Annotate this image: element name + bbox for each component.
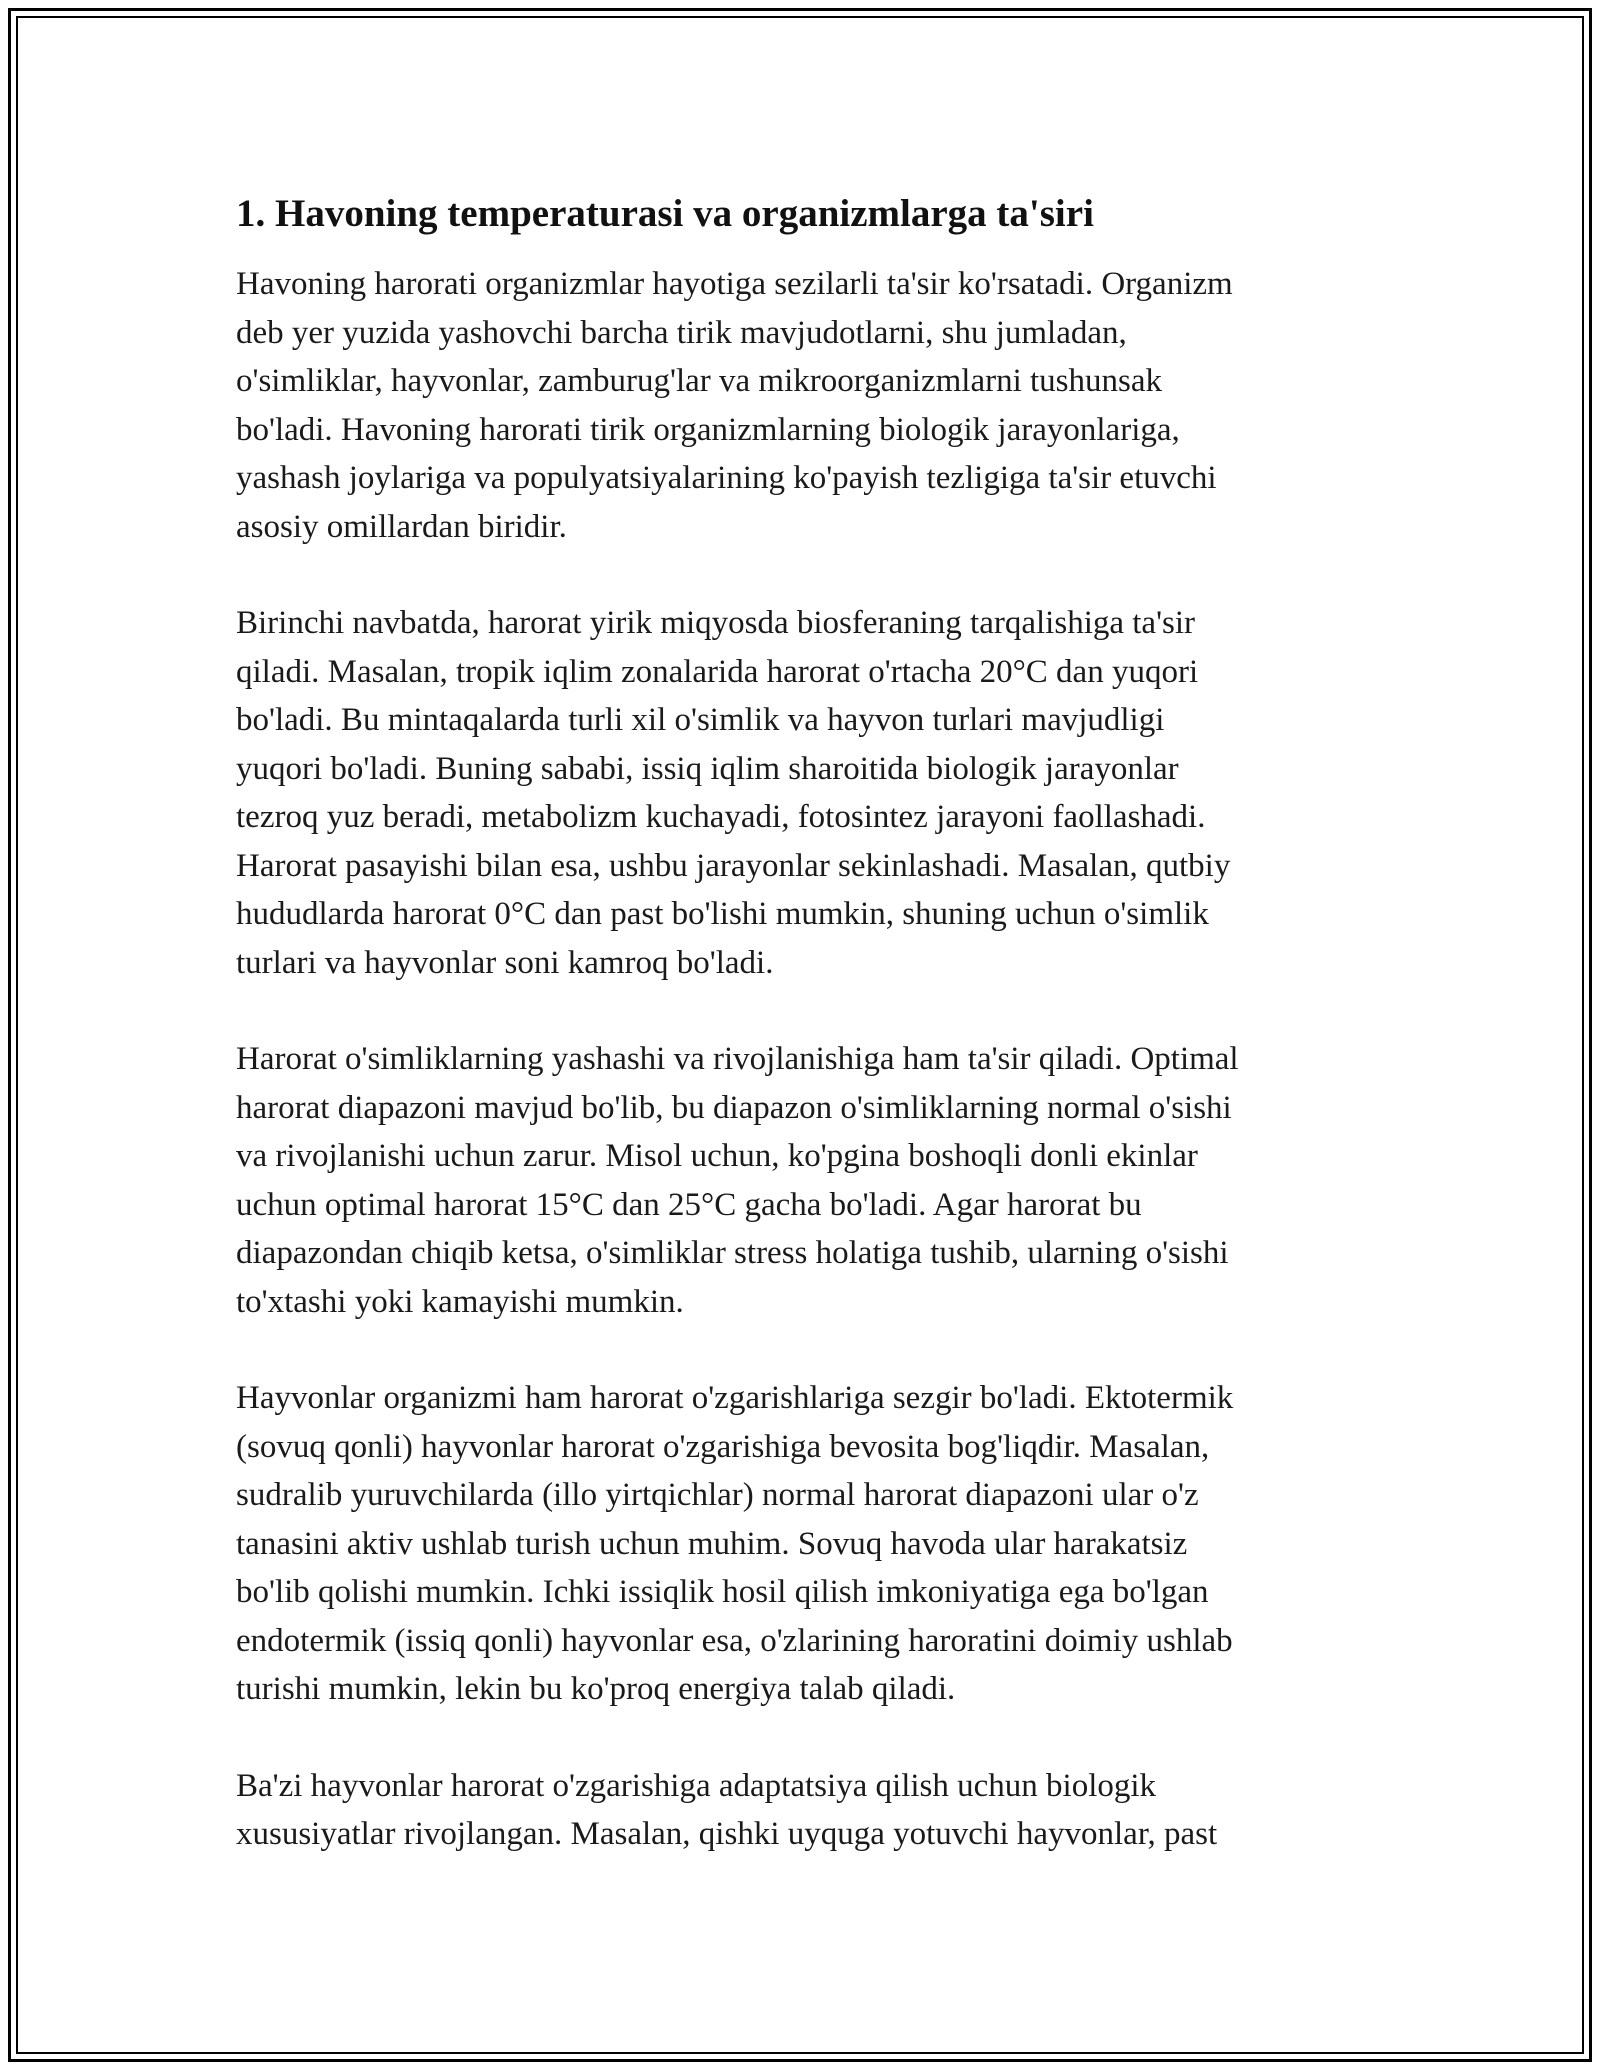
document-body	[236, 186, 1366, 1907]
text-line: Ba'zi hayvonlar harorat o'zgarishiga adaptatsiya qilish uchun biologik	[236, 1767, 1157, 1804]
text-line: to'xtashi yoki kamayishi mumkin.	[236, 1283, 684, 1320]
text-line: bo'ladi. Bu mintaqalarda turli xil o'simlik va hayvon turlari mavjudligi	[236, 702, 1165, 738]
text-line: yuqori bo'ladi. Buning sababi, issiq iqlim sharoitida biologik jarayonlar	[236, 750, 1179, 787]
text-line: va rivojlanishi uchun zarur. Misol uchun, ko'pgina boshoqli donli ekinlar	[236, 1138, 1198, 1174]
section-heading: 1. Havoning temperaturasi va organizmlarga ta'siri	[236, 192, 1094, 235]
text-line: bo'ladi. Havoning harorati tirik organizmlarning biologik jarayonlariga,	[236, 411, 1180, 448]
text-line: Birinchi navbatda, harorat yirik miqyosda biosferaning tarqalishiga ta'sir	[236, 605, 1196, 641]
text-line: Harorat pasayishi bilan esa, ushbu jarayonlar sekinlashadi. Masalan, qutbiy	[236, 847, 1231, 884]
text-line: Harorat o'simliklarning yashashi va rivojlanishiga ham ta'sir qiladi. Optimal	[236, 1041, 1239, 1077]
text-line: turishi mumkin, lekin bu ko'proq energiya talab qiladi.	[236, 1671, 956, 1707]
text-line: tezroq yuz beradi, metabolizm kuchayadi, fotosintez jarayoni faollashadi.	[236, 799, 1206, 835]
paragraph-2	[236, 599, 1366, 987]
text-line: bo'lib qolishi mumkin. Ichki issiqlik hosil qilish imkoniyatiga ega bo'lgan	[236, 1574, 1209, 1610]
text-line: hududlarda harorat 0°C dan past bo'lishi mumkin, shuning uchun o'simlik	[236, 896, 1209, 932]
text-line: xususiyatlar rivojlangan. Masalan, qishki uyquga yotuvchi hayvonlar, past	[236, 1816, 1218, 1852]
text-line: sudralib yuruvchilarda (illo yirtqichlar) normal harorat diapazoni ular o'z	[236, 1477, 1199, 1513]
text-line: Havoning harorati organizmlar hayotiga sezilarli ta'sir ko'rsatadi. Organizm	[236, 266, 1233, 302]
text-line: diapazondan chiqib ketsa, o'simliklar stress holatiga tushib, ularning o'sishi	[236, 1235, 1229, 1271]
paragraph-5	[236, 1762, 1366, 1859]
text-line: endotermik (issiq qonli) hayvonlar esa, o'zlarining haroratini doimiy ushlab	[236, 1622, 1233, 1659]
text-line: yashash joylariga va populyatsiyalarining ko'payish tezligiga ta'sir etuvchi	[236, 460, 1217, 496]
text-line: asosiy omillardan biridir.	[236, 508, 567, 545]
text-line: harorat diapazoni mavjud bo'lib, bu diapazon o'simliklarning normal o'sishi	[236, 1089, 1232, 1126]
paragraph-3	[236, 1035, 1366, 1326]
text-line: deb yer yuzida yashovchi barcha tirik mavjudotlarni, shu jumladan,	[236, 314, 1127, 351]
text-line: (sovuq qonli) hayvonlar harorat o'zgarishiga bevosita bog'liqdir. Masalan,	[236, 1428, 1210, 1465]
text-line: o'simliklar, hayvonlar, zamburug'lar va mikroorganizmlarni tushunsak	[236, 363, 1162, 399]
text-line: Hayvonlar organizmi ham harorat o'zgarishlariga sezgir bo'ladi. Ektotermik	[236, 1380, 1234, 1416]
text-line: tanasini aktiv ushlab turish uchun muhim. Sovuq havoda ular harakatsiz	[236, 1525, 1188, 1562]
paragraph-1	[236, 260, 1366, 551]
text-line: turlari va hayvonlar soni kamroq bo'ladi.	[236, 944, 774, 981]
text-line: uchun optimal harorat 15°C dan 25°C gacha bo'ladi. Agar harorat bu	[236, 1186, 1142, 1223]
text-line: qiladi. Masalan, tropik iqlim zonalarida harorat o'rtacha 20°C dan yuqori	[236, 653, 1199, 690]
paragraph-4	[236, 1374, 1366, 1714]
